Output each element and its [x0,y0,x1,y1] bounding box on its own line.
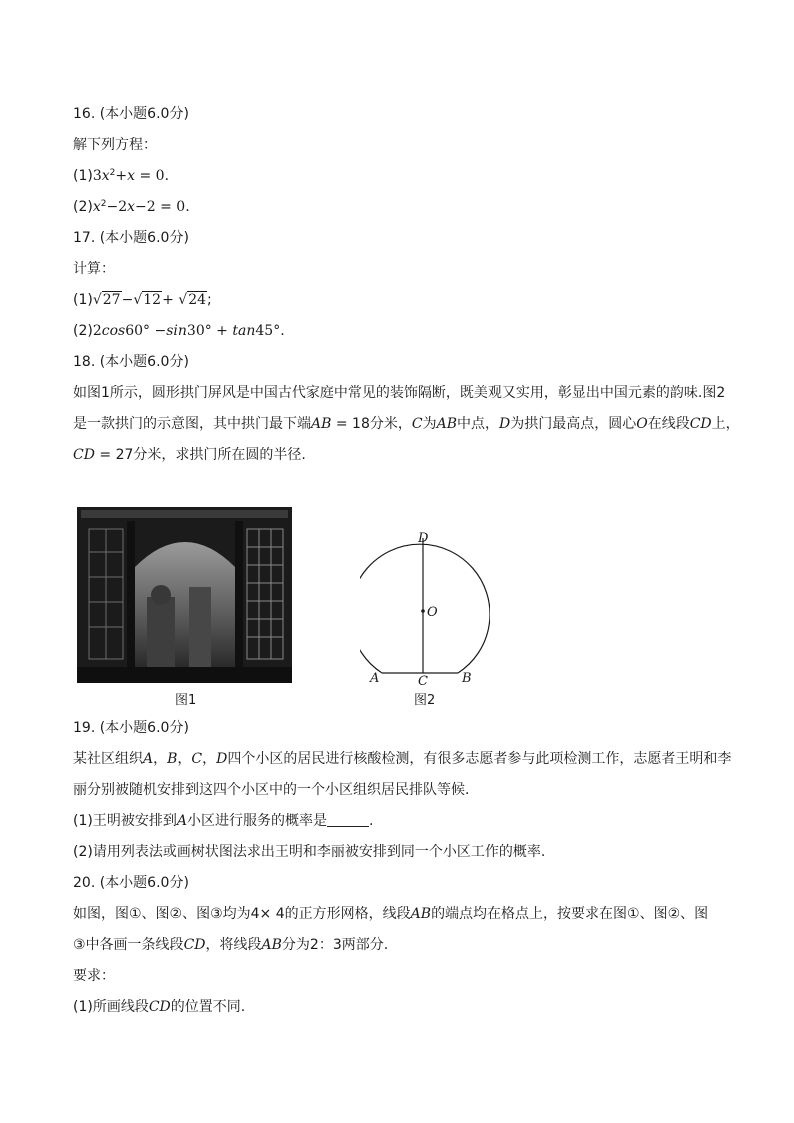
point-label: C [191,751,203,767]
variable: x [101,168,110,184]
q19-line1 [73,749,731,769]
part-number: (1) [73,292,93,308]
point-label: O [636,416,648,432]
variable: x [92,199,101,215]
arch-arc [360,544,490,673]
segment-label: CD [148,999,171,1015]
answer-blank[interactable] [327,812,369,827]
segment-label: AB [261,937,282,953]
q20-requirement: 要求： [73,968,115,984]
equation-rhs: = 0. [139,168,170,184]
label-B: B [462,671,472,686]
text: 分为2：3两部分. [281,937,389,953]
text: = 27分米，求拱门所在圆的半径. [94,447,306,463]
q16-part1 [73,166,169,186]
point-label: D [498,416,511,432]
q16-prompt: 解下列方程： [73,137,157,153]
text: (1)王明被安排到 [73,813,177,829]
punctuation: ， [202,751,217,767]
text: 为拱门最高点，圆心 [510,416,637,432]
label-O: O [427,605,438,620]
operator: + [162,292,174,308]
q16-header: 16. (本小题6.0分) [73,106,189,122]
label-A: A [370,671,380,686]
text: (1)所画线段 [73,999,149,1015]
angle: 30° + [186,323,228,339]
part-number: (2) [73,199,93,215]
segment-label: CD [73,447,95,463]
figure2-diagram [360,525,490,690]
punctuation: ， [153,751,168,767]
punctuation: . [368,813,374,829]
q20-header: 20. (本小题6.0分) [73,875,189,891]
radicand: 24 [188,292,207,308]
sqrt-sign: √ [133,292,143,308]
operator: + [115,168,128,184]
text: 为 [422,416,437,432]
segment-label: AB [436,416,457,432]
point-label: B [167,751,178,767]
point-label: C [411,416,423,432]
q19-line2: 丽分别被随机安排到这四个小区中的一个小区组织居民排队等候. [73,782,470,798]
text: 如图，图①、图②、图③均为4× 4的正方形网格，线段 [73,906,411,922]
text: 是一款拱门的示意图，其中拱门最下端 [73,416,311,432]
point-label: A [143,751,154,767]
text: 在线段 [647,416,690,432]
q19-part2: (2)请用列表法或画树状图法求出王明和李丽被安排到同一个小区工作的概率. [73,844,546,860]
q19-part1 [73,811,373,831]
q16-part2 [73,197,190,217]
point-label: A [176,813,187,829]
text: 上， [711,416,740,432]
radicand: 12 [143,292,162,308]
function-name: cos [101,323,126,339]
q17-part2 [73,321,285,341]
q18-header: 18. (本小题6.0分) [73,354,189,370]
figure2-caption: 图2 [414,693,436,708]
segment-label: CD [183,937,206,953]
text: 的位置不同. [170,999,246,1015]
punctuation: ; [207,292,212,308]
variable: x [127,199,136,215]
text: 某社区组织 [73,751,143,767]
punctuation: ， [177,751,192,767]
text: 中点， [456,416,499,432]
operator: − [121,292,134,308]
text: = 18分米， [331,416,412,432]
term: −2 [106,199,128,215]
segment-label: AB [410,906,432,922]
variable: x [127,168,136,184]
text: 四个小区的居民进行核酸检测，有很多志愿者参与此项检测工作，志愿者王明和李 [227,751,732,767]
exponent: 2 [100,199,107,209]
q18-line1: 如图1所示，圆形拱门屏风是中国古代家庭中常见的装饰隔断，既美观又实用，彰显出中国元素的韵味.图2 [73,385,726,401]
figure1-photo [77,507,292,683]
label-D: D [418,531,429,546]
q20-line2 [73,935,388,955]
q18-line2 [73,414,740,434]
text: 的端点均在格点上，按要求在图①、图②、图 [431,906,709,922]
center-point [421,609,425,613]
coefficient: 3 [92,168,102,184]
equation-rhs: −2 = 0. [135,199,190,215]
coefficient: 2 [92,323,102,339]
q20-req1 [73,997,245,1017]
q19-header: 19. (本小题6.0分) [73,720,189,736]
part-number: (1) [73,168,93,184]
text: 小区进行服务的概率是 [186,813,327,829]
q17-prompt: 计算： [73,261,115,277]
q20-line1 [73,904,708,924]
segment-label: AB [311,416,332,432]
text: ③中各画一条线段 [73,937,184,953]
q17-header: 17. (本小题6.0分) [73,230,189,246]
q18-line3 [73,445,306,465]
text: ，将线段 [205,937,262,953]
label-C: C [418,674,428,689]
exponent: 2 [109,168,116,178]
sqrt-sign: √ [92,292,102,308]
q17-part1 [73,290,212,310]
radicand: 27 [102,292,121,308]
angle: 60° − [125,323,167,339]
sqrt-sign: √ [178,292,188,308]
segment-label: CD [689,416,712,432]
function-name: tan [232,323,256,339]
angle: 45°. [255,323,285,339]
function-name: sin [166,323,187,339]
point-label: D [216,751,228,767]
part-number: (2) [73,323,93,339]
figure1-caption: 图1 [175,693,197,708]
